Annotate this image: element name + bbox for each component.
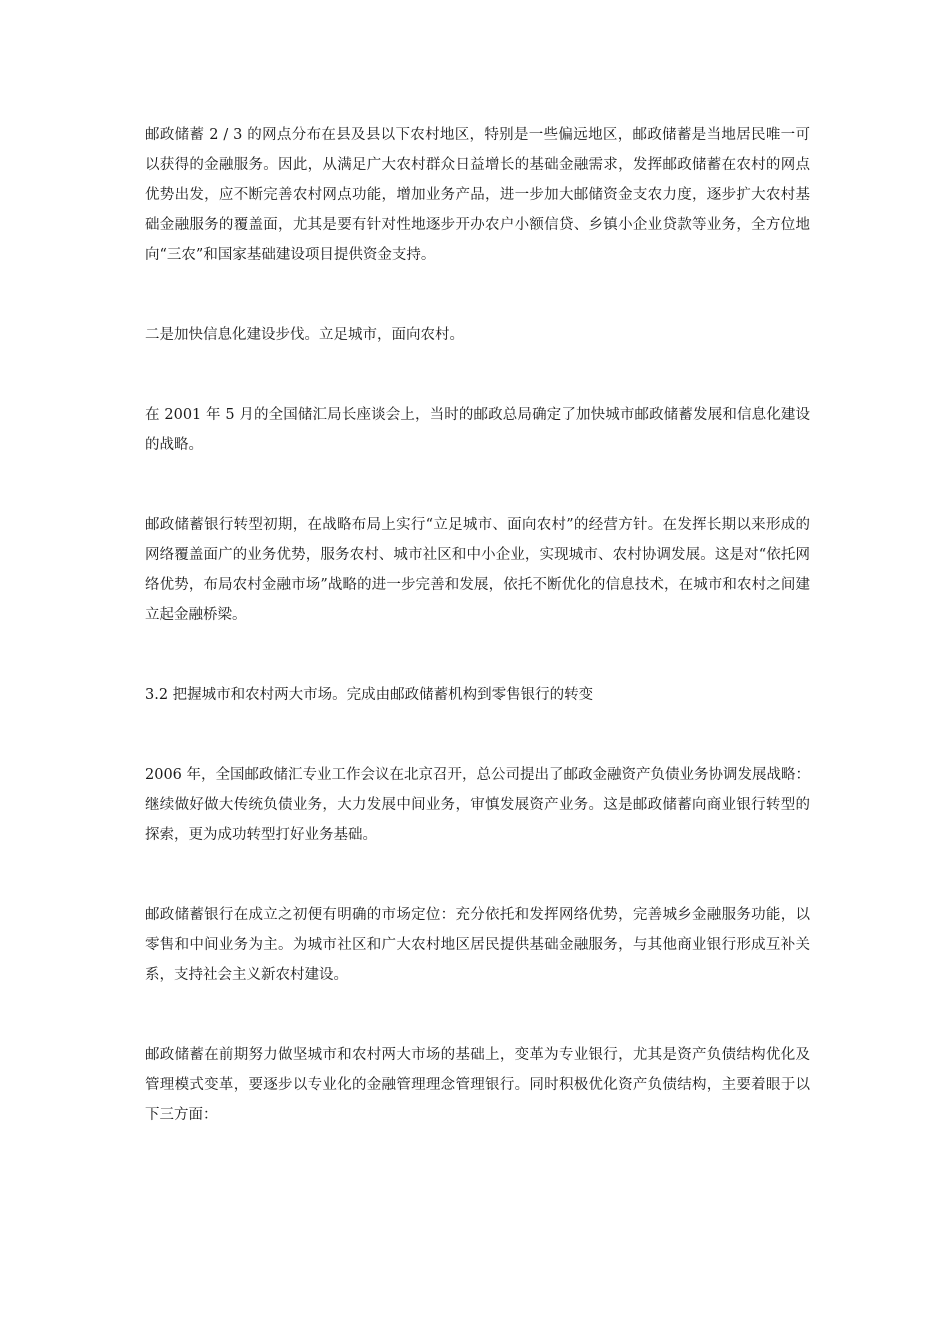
- paragraph-transformation-strategy: 邮政储蓄银行转型初期，在战略布局上实行“立足城市、面向农村”的经营方针。在发挥长期以来形成的网络覆盖面广的业务优势，服务农村、城市社区和中小企业，实现城市、农村协调发展。这是对“依托网络优势，布局农村金融市场”战略的进一步完善和发展，依托不断优化的信息技术，在城市和农村之间建立起金融桥梁。: [145, 517, 810, 623]
- paragraph-2001-meeting: 在 2001 年 5 月的全国储汇局长座谈会上，当时的邮政总局确定了加快城市邮政储蓄发展和信息化建设的战略。: [145, 407, 810, 453]
- document-body: [145, 120, 810, 1180]
- paragraph-market-positioning: 邮政储蓄银行在成立之初便有明确的市场定位：充分依托和发挥网络优势，完善城乡金融服务功能，以零售和中间业务为主。为城市社区和广大农村地区居民提供基础金融服务，与其他商业银行形成互补关系，支持社会主义新农村建设。: [145, 907, 810, 983]
- section-heading-3-2: 3.2 把握城市和农村两大市场。完成由邮政储蓄机构到零售银行的转变: [145, 687, 594, 703]
- paragraph-professional-bank: 邮政储蓄在前期努力做坚城市和农村两大市场的基础上，变革为专业银行，尤其是资产负债结构优化及管理模式变革，要逐步以专业化的金融管理理念管理银行。同时积极优化资产负债结构，主要着眼于以下三方面：: [145, 1047, 810, 1123]
- paragraph-informatization: 二是加快信息化建设步伐。立足城市，面向农村。: [145, 327, 464, 343]
- paragraph-2006-meeting: 2006 年，全国邮政储汇专业工作会议在北京召开，总公司提出了邮政金融资产负债业务协调发展战略：继续做好做大传统负债业务，大力发展中间业务，审慎发展资产业务。这是邮政储蓄向商业银行转型的探索，更为成功转型打好业务基础。: [145, 767, 811, 843]
- paragraph-postal-rural-network: 邮政储蓄 2 / 3 的网点分布在县及县以下农村地区，特别是一些偏远地区，邮政储蓄是当地居民唯一可以获得的金融服务。因此，从满足广大农村群众日益增长的基础金融需求，发挥邮政储蓄在农村的网点优势出发，应不断完善农村网点功能，增加业务产品，进一步加大邮储资金支农力度，逐步扩大农村基础金融服务的覆盖面，尤其是要有针对性地逐步开办农户小额信贷、乡镇小企业贷款等业务，全方位地向“三农”和国家基础建设项目提供资金支持。: [145, 127, 810, 263]
